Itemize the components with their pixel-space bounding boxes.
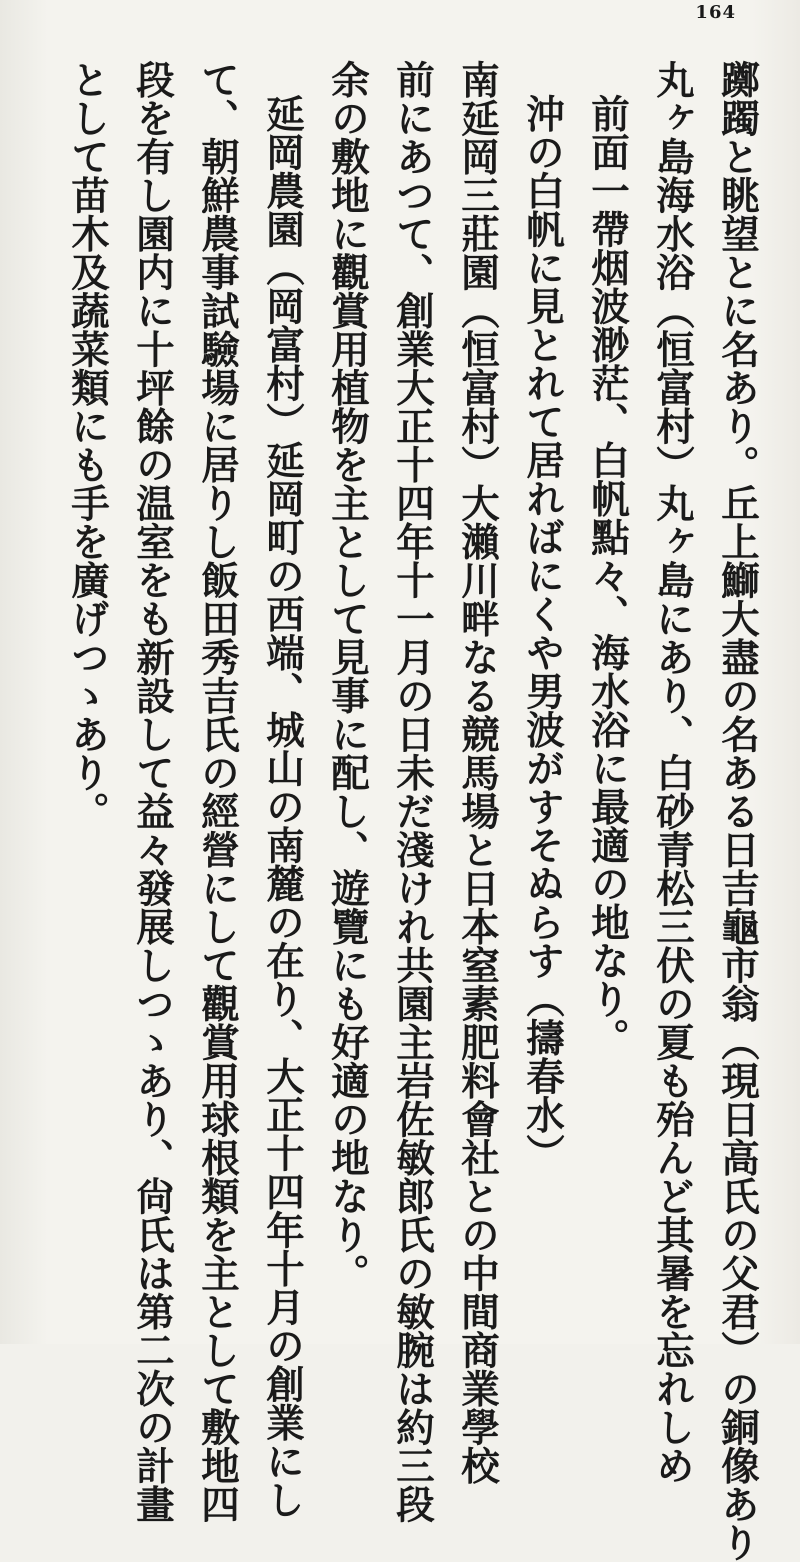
text-column-6: 前にあつて、創業大正十四年十一月の日未だ淺けれ共園主岩佐敏郎氏の敏腕は約三段 — [390, 60, 435, 1523]
text-column-3: 前面一帶烟波渺茫、白帆點々、海水浴に最適の地なり。 — [585, 94, 630, 1057]
text-column-10: 段を有し園内に十坪餘の温室をも新設して益々發展しつゝあり、尙氏は第二次の計畫 — [130, 60, 175, 1523]
text-column-11: として苗木及蔬菜類にも手を廣げつゝあり。 — [65, 60, 110, 830]
text-column-9: て、朝鮮農事試驗場に居りし飯田秀吉氏の經營にして觀賞用球根類を主として敷地四 — [195, 60, 240, 1523]
vertical-text-block — [30, 60, 770, 1562]
text-column-8: 延岡農園（岡富村）延岡町の西端、城山の南麓の在り、大正十四年十月の創業にし — [260, 94, 305, 1519]
page-number: 164 — [695, 2, 736, 23]
text-column-5: 南延岡三莊園（恒富村）大瀨川畔なる競馬場と日本窒素肥料會社との中間商業學校 — [455, 60, 500, 1485]
text-column-2: 丸ヶ島海水浴（恒富村）丸ヶ島にあり、白砂青松三伏の夏も殆んど其暑を忘れしめ — [650, 60, 695, 1485]
text-column-7: 余の敷地に觀賞用植物を主として見事に配し、遊覽にも好適の地なり。 — [325, 60, 370, 1292]
text-column-1: 躑躅と眺望とに名あり。丘上鰤大盡の名ある日吉龜市翁（現日高氏の父君）の銅像あり — [715, 60, 760, 1562]
text-column-4: 沖の白帆に見とれて居ればにくや男波がすそぬらす（擣春水） — [520, 94, 565, 1172]
